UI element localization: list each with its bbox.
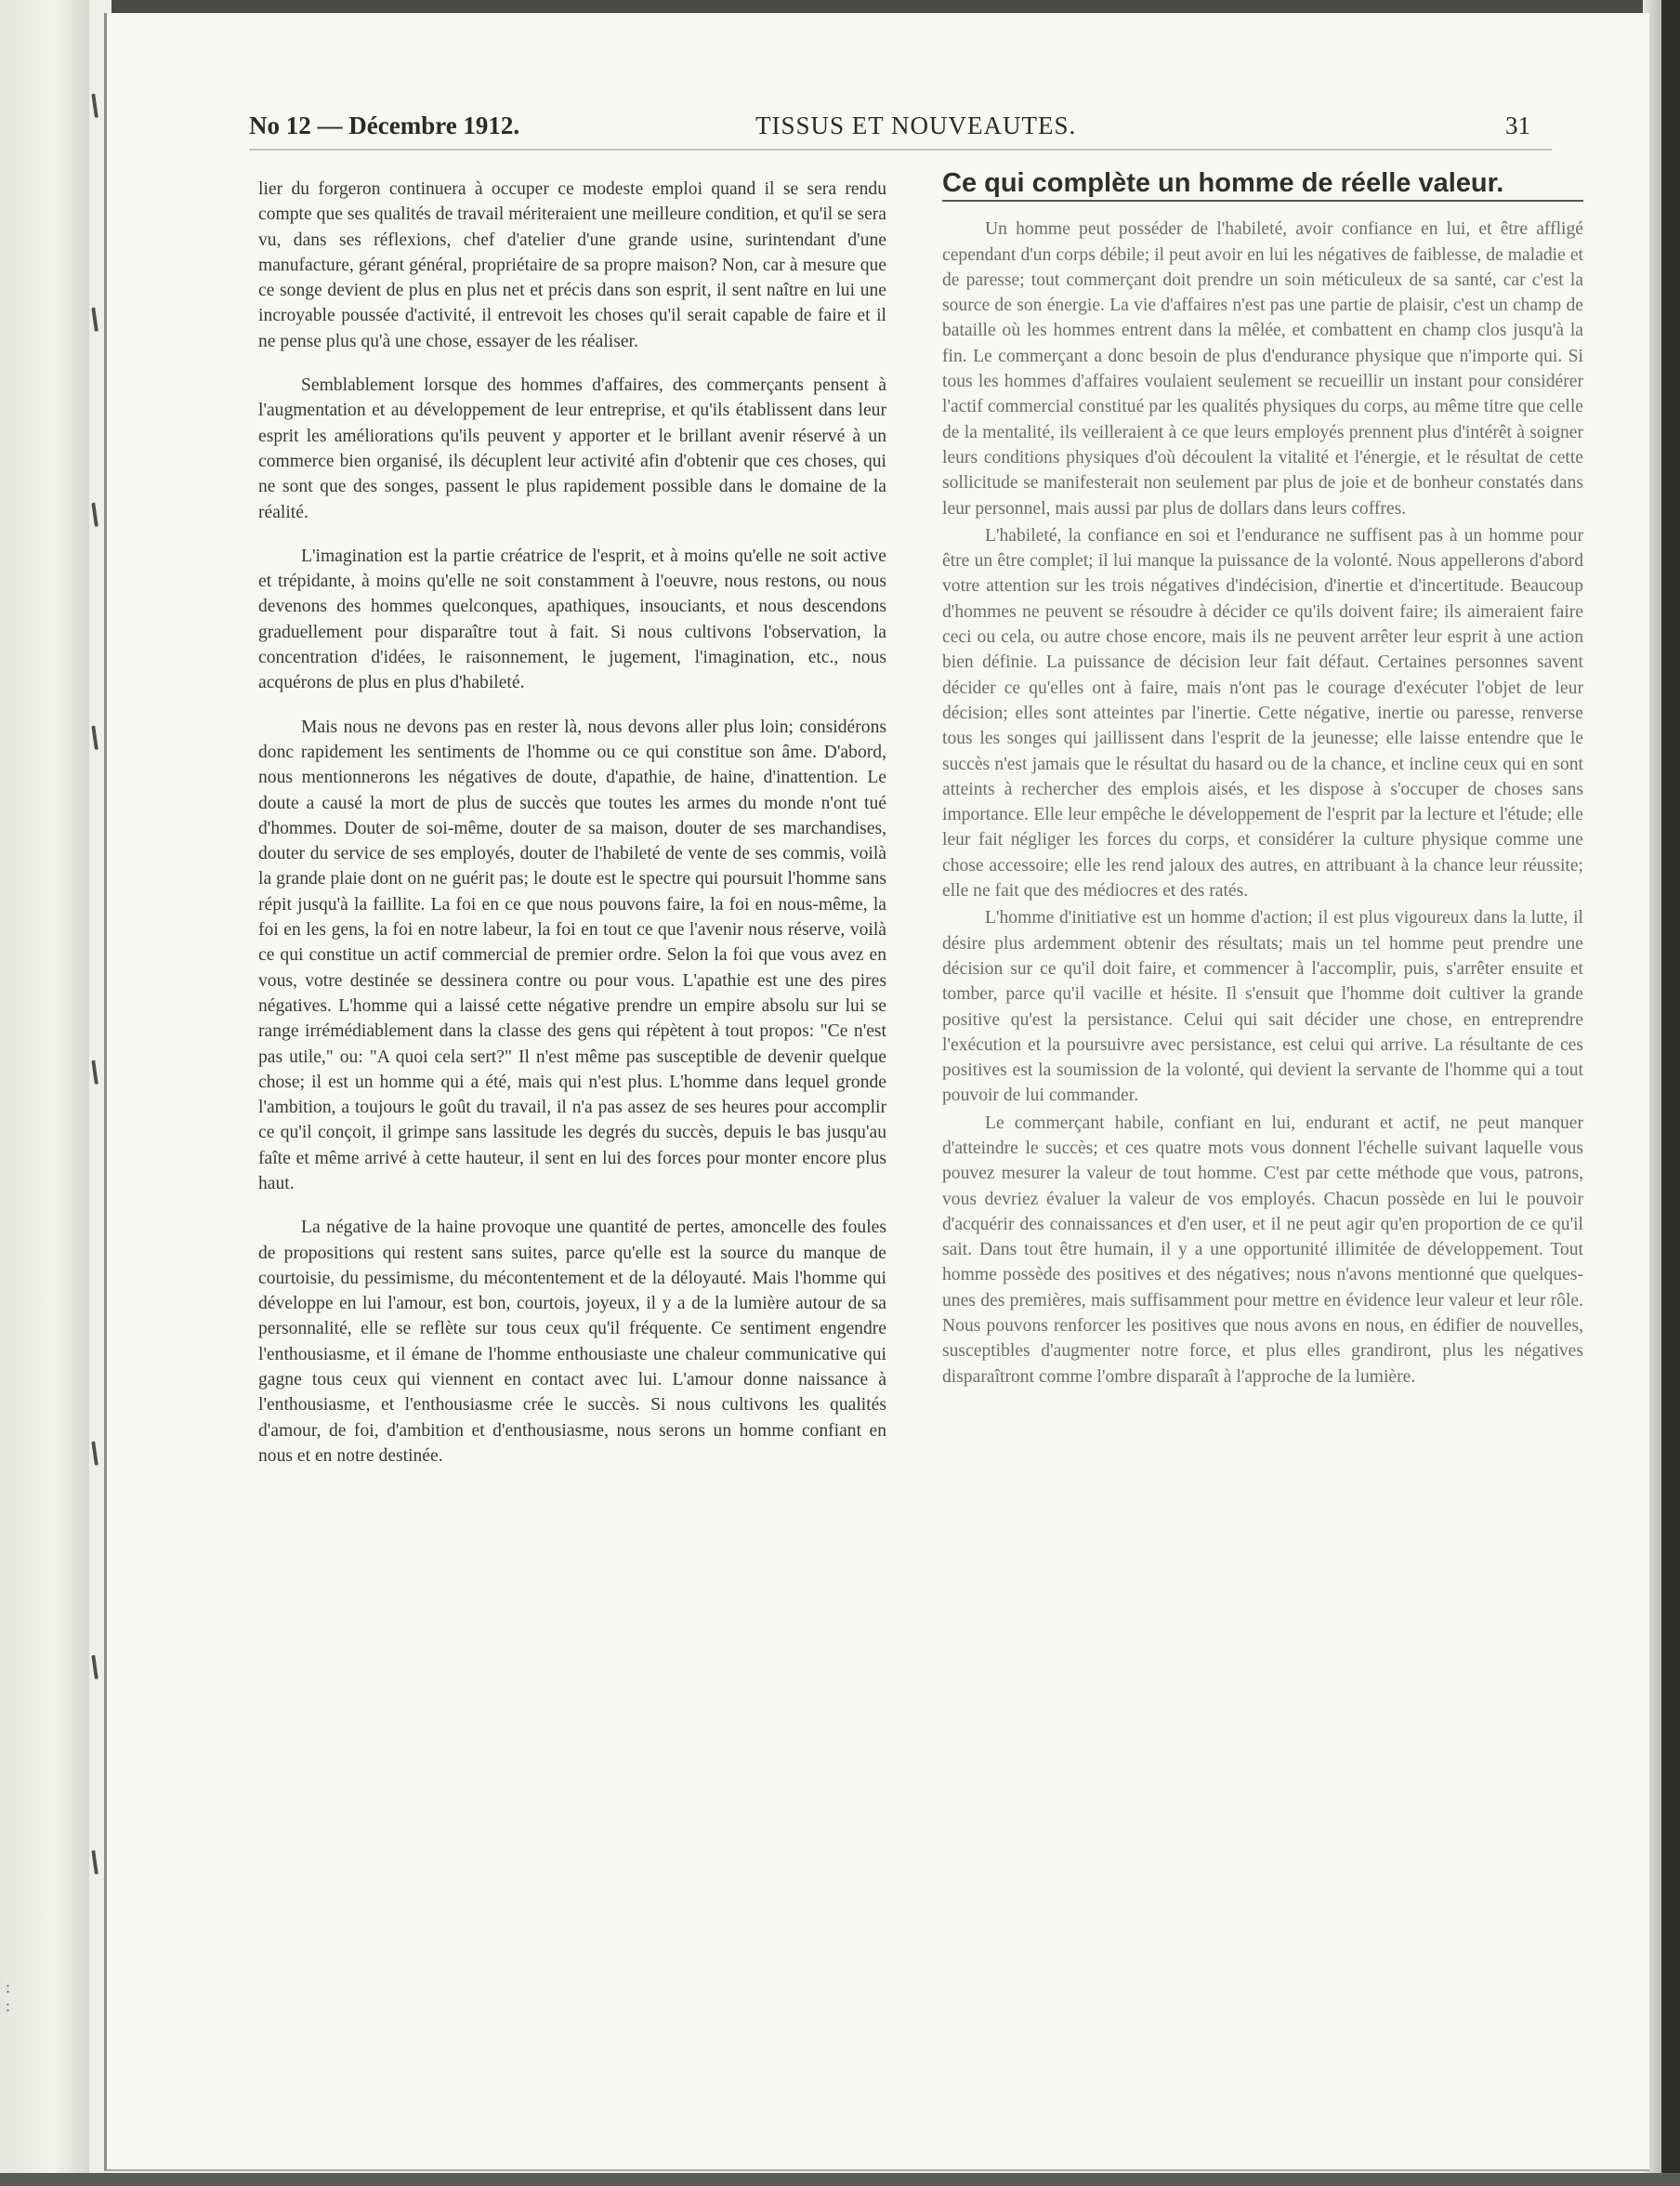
stitch-mark xyxy=(91,724,107,750)
running-header xyxy=(249,110,1552,151)
paragraph: lier du forgeron continuera à occuper ce modeste emploi quand il se sera rendu compte que ses qualités de travail mériteraient une meilleure condition, et qu'il se sera vu, dans ses réflexions, chef d'atelier d'une grande usine, surintendant d'une manufacture, gérant général, propriétaire de sa propre maison? Non, car à mesure que ce songe devient de plus en plus net et précis dans son esprit, il sent naître en lui une incroyable poussée d'activité, il entrevoit les choses qu'il serait capable de faire et il ne pense plus qu'à une chose, essayer de les réaliser. xyxy=(258,179,886,351)
stitch-mark xyxy=(91,1059,107,1085)
right-column xyxy=(942,168,1583,1391)
stitch-mark xyxy=(91,1653,107,1679)
stitch-mark xyxy=(91,1849,107,1875)
paragraph: L'habileté, la confiance en soi et l'endurance ne suffisent pas à un homme pour être un être complet; il lui manque la puissance de la volonté. Nous appellerons d'abord votre attention sur les trois négatives d'indécision, d'inertie et d'incertitude. Beaucoup d'hommes ne peuvent se résoudre à décider ce qu'ils doivent faire; ils aimeraient faire ceci ou cela, ou autre chose encore, mais ils ne peuvent arrêter leur esprit à une action bien définie. La puissance de décision leur fait défaut. Certaines personnes savent décider ce qu'elles ont à faire, mais n'ont pas le courage d'exécuter l'objet de leur décision; elles sont atteintes par l'inertie. Cette négative, inertie ou paresse, renverse tous les songes qui jaillissent dans l'esprit de la jeunesse; elle laisse entendre que le succès n'est jamais que le résultat du hasard ou de la chance, et incline ceux qui en sont atteints à rechercher des emplois aisés, et les dispose à s'occuper de choses sans importance. Elle leur empêche le développement de l'esprit par la lecture et l'étude; elle leur fait négliger les forces du corps, et considérer la culture physique comme une chose accessoire; elle les rend jaloux des autres, en attribuant à la chance leur réussite; elle ne fait que des médiocres et des ratés. xyxy=(942,525,1583,902)
paragraph: Mais nous ne devons pas en rester là, nous devons aller plus loin; considérons donc rapidement les sentiments de l'homme ou ce qui constitue son âme. D'abord, nous mentionnerons les négatives de doute, d'apathie, de haine, d'inattention. Le doute a causé la mort de plus de succès que toutes les armes du monde n'ont tué d'hommes. Douter de soi-même, douter de sa maison, douter de ses marchandises, douter du service de ses employés, douter de l'habileté de vente de ses commis, voilà la grande plaie dont on ne guérit pas; le doute est le spectre qui poursuit l'homme sans répit jusqu'à la faillite. La foi en ce que nous pouvons faire, la foi en nous-même, la foi en les gens, la foi en notre labeur, la foi en tout ce que l'avenir nous réserve, voilà ce qui constitue un actif commercial de premier ordre. Selon la foi que vous avez en vous, votre destinée se dessinera contre ou pour vous. L'apathie est une des pires négatives. L'homme qui a laissé cette négative prendre un empire absolu sur lui se range irrémédiablement dans la classe des gens qui répètent à tout propos: "Ce n'est pas utile," ou: "A quoi cela sert?" Il n'est même pas susceptible de devenir quelque chose; il est un homme qui a été, mais qui n'est plus. L'homme dans lequel gronde l'ambition, a toujours le goût du travail, il n'a pas assez de ses heures pour accomplir ce qu'il conçoit, il grimpe sans lassitude les degrés du succès, depuis le bas jusqu'au faîte et même arrivé à cette hauteur, il sent en lui des forces pour monter encore plus haut. xyxy=(258,717,886,1193)
paragraph: L'imagination est la partie créatrice de l'esprit, et à moins qu'elle ne soit active et trépidante, à moins qu'elle ne soit constamment à l'oeuvre, nous restons, ou nous devenons des hommes quelconques, apathiques, insouciants, et nous descendons graduellement pour disparaître tout à fait. Si nous cultivons l'observation, la concentration d'idées, le raisonnement, le jugement, l'imagination, etc., nous acquérons de plus en plus d'habileté. xyxy=(258,546,886,693)
paragraph: L'homme d'initiative est un homme d'action; il est plus vigoureux dans la lutte, il désire plus ardemment obtenir des résultats; mais un tel homme peut prendre une décision sur ce qu'il doit faire, et commencer à l'accomplir, puis, s'arrêter ensuite et tomber, parce qu'il vacille et hésite. Il s'ensuit que l'homme doit cultiver la grande positive qu'est la persistance. Celui qui sait décider une chose, en entreprendre l'exécution et la poursuivre avec persistance, est celui qui arrive. La résultante de ces positives est la soumission de la volonté, qui devient la servante de l'homme qui a tout pouvoir de lui commander. xyxy=(942,908,1583,1106)
margin-marks: : : xyxy=(6,1978,11,2015)
stitch-mark xyxy=(91,501,107,527)
paragraph: Le commerçant habile, confiant en lui, endurant et actif, ne peut manquer d'atteindre le succès; et ces quatre mots vous donnent l'échelle suivant laquelle vous pouvez mesurer la valeur de tout homme. C'est par cette méthode que vous, patrons, vous devriez évaluer la valeur de vos employés. Chacun possède en lui le pouvoir d'acquérir des connaissances et d'en user, et il ne peut agir qu'en proportion de ce qu'il sait. Dans tout être humain, il y a une opportunité illimitée de développement. Tout homme possède des positives et des négatives; nous n'avons mentionné que quelques-unes des premières, mais suffisamment pour mettre en évidence leur valeur et leur rôle. Nous pouvons renforcer les positives que nous avons en nous, en édifier de nouvelles, susceptibles d'augmenter notre force, et plus elles grandiront, plus les négatives disparaîtront comme l'ombre disparaît à l'approche de la lumière. xyxy=(942,1113,1583,1387)
left-column xyxy=(258,177,886,1487)
scan-bottom-border xyxy=(0,2173,1680,2186)
page-number: 31 xyxy=(1505,112,1530,139)
stitch-mark xyxy=(91,306,107,332)
stitch-mark xyxy=(91,1440,107,1466)
stitch-mark xyxy=(91,92,107,118)
binding-shadow xyxy=(0,0,89,2186)
paragraph: Semblablement lorsque des hommes d'affaires, des commerçants pensent à l'augmentation et au développement de leur entreprise, et qu'ils établissent dans leur esprit les améliorations qu'ils peuvent y apporter et le brillant avenir réservé à un commerce bien organisé, ils décuplent leur activité afin d'obtenir que ces choses, qui ne sont que des songes, passent le plus rapidement possible dans le domaine de la réalité. xyxy=(258,375,886,522)
paragraph: Un homme peut posséder de l'habileté, avoir confiance en lui, et être affligé cependant d'un corps débile; il peut avoir en lui les négatives de faiblesse, de maladie et de paresse; tout commerçant doit prendre un soin méticuleux de sa santé, car c'est la source de son énergie. La vie d'affaires n'est pas une partie de plaisir, c'est un champ de bataille où les hommes entrent dans la mêlée, et combattent en champ clos jusqu'à la fin. Le commerçant a donc besoin de plus d'endurance physique que n'importe qui. Si tous les hommes d'affaires voulaient seulement se recueillir un instant pour considérer l'actif commercial constitué par les qualités physiques du corps, au même titre que celle de la mentalité, ils veilleraient à ce que leurs employés prennent plus d'intérêt à soigner leurs conditions physiques d'où découlent la vitalité et l'énergie, et le résultat de cette sollicitude se manifesterait non seulement par plus de joie et de bonheur constatés dans leur personnel, mais aussi par plus de dollars dans leurs coffres. xyxy=(942,219,1583,519)
journal-title: TISSUS ET NOUVEAUTES. xyxy=(755,112,1077,139)
article-title: Ce qui complète un homme de réelle valeur. xyxy=(942,171,1583,202)
scan-top-border xyxy=(112,0,1680,13)
issue-date: No 12 — Décembre 1912. xyxy=(249,112,520,139)
scan-right-border xyxy=(1661,0,1680,2186)
paragraph: La négative de la haine provoque une quantité de pertes, amoncelle des foules de propositions qui restent sans suites, parce qu'elle est la source du manque de courtoisie, du pessimisme, du mécontentement et de la déloyauté. Mais l'homme qui développe en lui l'amour, est bon, courtois, joyeux, il y a de la lumière autour de sa personnalité, elle se reflète sur tous ceux qu'il fréquente. Ce sentiment engendre l'enthousiasme, et il émane de l'homme enthousiaste une chaleur communicative qui gagne tous ceux qui viennent en contact avec lui. L'amour donne naissance à l'enthousiasme, et l'enthousiasme crée le succès. Si nous cultivons les qualités d'amour, de foi, d'ambition et d'enthousiasme, nous serons un homme confiant en nous et en notre destinée. xyxy=(258,1218,886,1466)
binding-stitches xyxy=(89,56,112,1989)
